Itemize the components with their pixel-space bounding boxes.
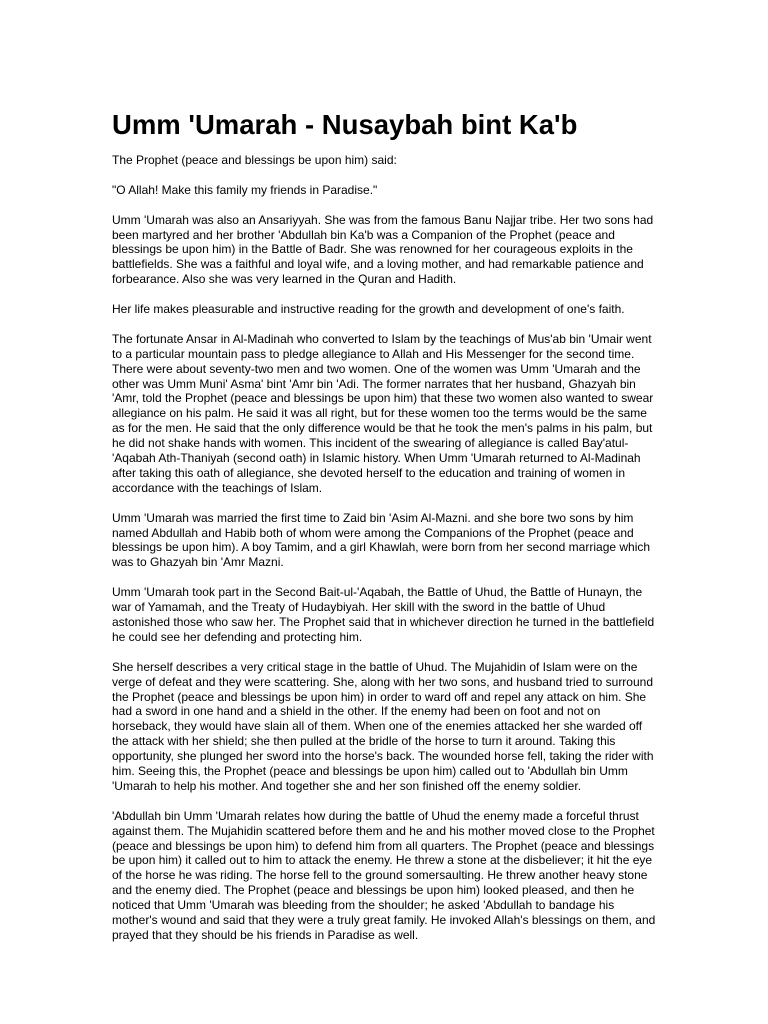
paragraph-6: Umm 'Umarah was married the first time to Zaid bin 'Asim Al-Mazni. and she bore two sons by him named Abdullah and Habib both of whom were among the Companions of the Prophet (peace and blessings be upon him). A boy Tamim, and a girl Khawlah, were born from her second marriage which was to Ghazyah bin 'Amr Mazni. — [112, 510, 651, 570]
paragraph-8: She herself describes a very critical stage in the battle of Uhud. The Mujahidin of Islam were on the verge of defeat and they were scattering. She, along with her two sons, and husband tried to surround the Prophet (peace and blessings be upon him) in order to ward off and repel any attack on him. She had a sword in one hand and a shield in the other. If the enemy had been on foot and not on horseback, they would have slain all of them. When one of the enemies attacked her she warded off the attack with her shield; she then pulled at the bridle of the horse to turn it around. Taking this opportunity, she plunged her sword into the horse's back. The wounded horse fell, taking the rider with him. Seeing this, the Prophet (peace and blessings be upon him) called out to 'Abdullah bin Umm 'Umarah to help his mother. And together she and her son finished off the enemy soldier. — [112, 659, 654, 793]
paragraph-1: The Prophet (peace and blessings be upon him) said: — [112, 153, 397, 167]
page-title: Umm 'Umarah - Nusaybah bint Ka'b — [112, 109, 578, 140]
paragraph-5: The fortunate Ansar in Al-Madinah who converted to Islam by the teachings of Mus'ab bin 'Umair went to a particular mountain pass to pledge allegiance to Allah and His Messenger for the second time. There were about seventy-two men and two women. One of the women was Umm 'Umarah and the other was Umm Muni' Asma' bint 'Amr bin 'Adi. The former narrates that her husband, Ghazyah bin 'Amr, told the Prophet (peace and blessings be upon him) that these two women also wanted to swear allegiance on his palm. He said it was all right, but for these women too the terms would be the same as for the men. He said that the only difference would be that he took the men's palms in his palm, but he did not shake hands with women. This incident of the swearing of allegiance is called Bay'atul-'Aqabah Ath-Thaniyah (second oath) in Islamic history. When Umm 'Umarah returned to Al-Madinah after taking this oath of allegiance, she devoted herself to the education and training of women in accordance with the teachings of Islam. — [112, 331, 654, 495]
paragraph-9: 'Abdullah bin Umm 'Umarah relates how during the battle of Uhud the enemy made a forceful thrust against them. The Mujahidin scattered before them and he and his mother moved close to the Prophet (peace and blessings be upon him) to defend him from all quarters. The Prophet (peace and blessings be upon him) it called out to him to attack the enemy. He threw a stone at the disbeliever; it hit the eye of the horse he was riding. The horse fell to the ground somersaulting. He threw another heavy stone and the enemy died. The Prophet (peace and blessings be upon him) looked pleased, and then he noticed that Umm 'Umarah was bleeding from the shoulder; he asked 'Abdullah to bandage his mother's wound and said that they were a truly great family. He invoked Allah's blessings on them, and prayed that they should be his friends in Paradise as well. — [112, 808, 656, 942]
paragraph-4: Her life makes pleasurable and instructive reading for the growth and development of one's faith. — [112, 302, 625, 317]
document-page — [112, 108, 660, 958]
paragraph-7: Umm 'Umarah took part in the Second Bait-ul-'Aqabah, the Battle of Uhud, the Battle of Hunayn, the war of Yamamah, and the Treaty of Hudaybiyah. Her skill with the sword in the battle of Uhud astonished those who saw her. The Prophet said that in whichever direction he turned in the battlefield he could see her defending and protecting him. — [112, 585, 655, 644]
paragraph-3: Umm 'Umarah was also an Ansariyyah. She was from the famous Banu Najjar tribe. Her two sons had been martyred and her brother 'Abdullah bin Ka'b was a Companion of the Prophet (peace and blessings be upon him) in the Battle of Badr. She was renowned for her courageous exploits in the battlefields. She was a faithful and loyal wife, and a loving mother, and had remarkable patience and forbearance. Also she was very learned in the Quran and Hadith. — [112, 212, 654, 287]
paragraph-2: "O Allah! Make this family my friends in Paradise." — [112, 182, 378, 197]
